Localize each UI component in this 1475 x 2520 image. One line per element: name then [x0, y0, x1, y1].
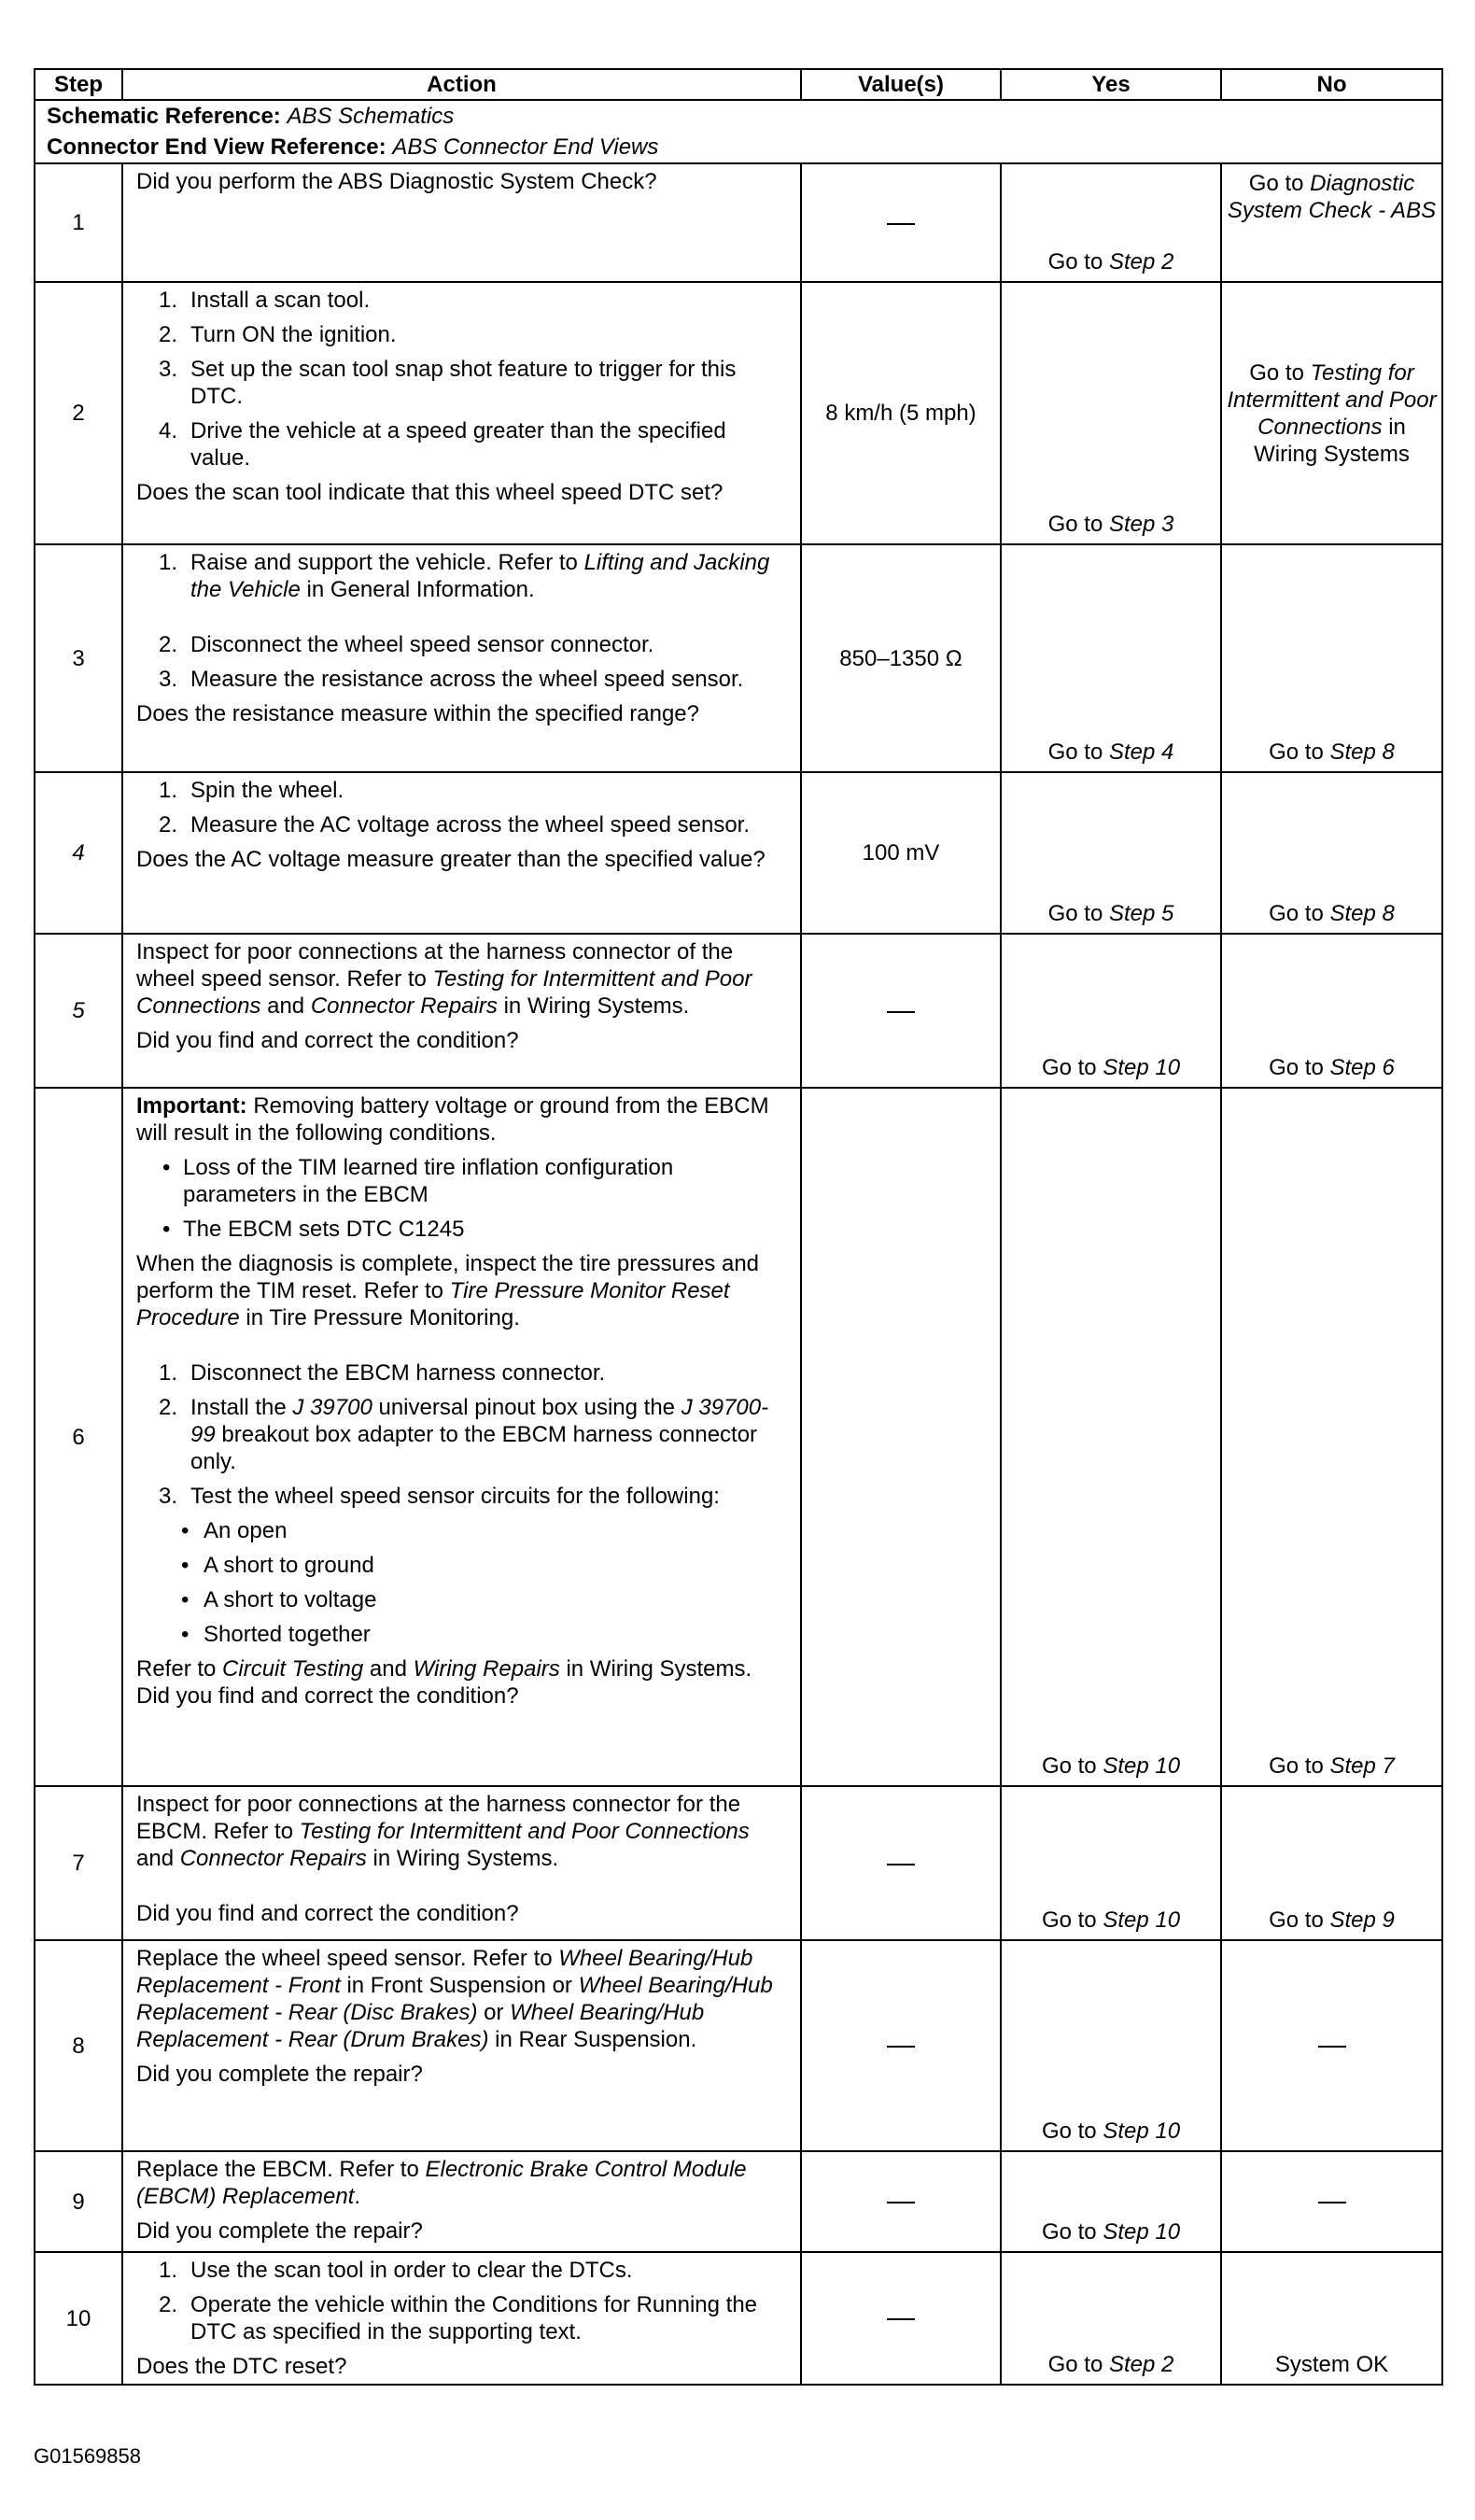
step-number: 8 [35, 1940, 122, 2151]
step-instructions [136, 777, 791, 838]
dash-value [1318, 2202, 1346, 2203]
step-value [801, 1088, 1001, 1786]
step-number: 5 [35, 934, 122, 1088]
step-yes: Go to Step 5 [1001, 772, 1221, 934]
step-row-1 [35, 163, 1442, 282]
step-value [801, 1786, 1001, 1940]
step-no: Go to Step 6 [1221, 934, 1442, 1088]
step-number: 3 [35, 544, 122, 772]
instruction: 1. Spin the wheel. [159, 778, 344, 803]
step-yes: Go to Step 10 [1001, 934, 1221, 1088]
step-instructions-cont [136, 631, 791, 693]
yes-prefix: Go to [1047, 249, 1103, 275]
step-action [122, 772, 801, 934]
step-number: 7 [35, 1786, 122, 1940]
instruction: 2. Operate the vehicle within the Conditions for Running the DTC as specified in the supporting text. [159, 2292, 758, 2344]
step-no: System OK [1221, 2252, 1442, 2385]
step-action [122, 934, 801, 1088]
step-yes: Go to Step 2 [1001, 2252, 1221, 2385]
step-no [1221, 163, 1442, 282]
step-row-10 [35, 2252, 1442, 2385]
schematic-reference-value: ABS Schematics [287, 104, 455, 129]
no-target: Diagnostic System Check - ABS [1227, 171, 1437, 223]
diagnostic-table-container [34, 68, 1441, 2386]
figure-id: G01569858 [34, 2444, 141, 2468]
dash-value [887, 1011, 915, 1013]
step-action [122, 2151, 801, 2252]
step-instructions [136, 1359, 791, 1510]
step-no: Go to Testing for Intermittent and Poor Connections in Wiring Systems [1221, 282, 1442, 544]
dash-value [887, 2318, 915, 2320]
step-value [801, 2252, 1001, 2385]
dash-value [887, 223, 915, 225]
important-note: Important: Removing battery voltage or ground from the EBCM will result in the following conditions. [136, 1093, 769, 1146]
step-value: 850–1350 Ω [801, 544, 1001, 772]
step-question: Did you perform the ABS Diagnostic System Check? [136, 169, 657, 194]
step-yes [1001, 163, 1221, 282]
connector-reference-row [35, 132, 1442, 163]
step-question: Did you complete the repair? [136, 2062, 423, 2087]
instruction: 1. Install a scan tool. [159, 288, 371, 313]
step-no: Go to Step 7 [1221, 1088, 1442, 1786]
step-question: Did you complete the repair? [136, 2218, 423, 2244]
instruction: 2. Measure the AC voltage across the wheel speed sensor. [159, 812, 751, 838]
no-prefix: Go to [1248, 171, 1304, 196]
instruction: 3. Test the wheel speed sensor circuits for the following: [159, 1484, 720, 1509]
step-text: Replace the EBCM. Refer to Electronic Brake Control Module (EBCM) Replacement. [136, 2157, 747, 2209]
dash-value [887, 2202, 915, 2203]
connector-reference-value: ABS Connector End Views [392, 134, 659, 160]
condition-item: • Loss of the TIM learned tire inflation configuration parameters in the EBCM [162, 1155, 674, 1207]
instruction: 3. Measure the resistance across the wheel speed sensor. [159, 667, 744, 692]
step-number: 2 [35, 282, 122, 544]
step-action [122, 1940, 801, 2151]
instruction: 1. Disconnect the EBCM harness connector. [159, 1360, 606, 1386]
dash-value [887, 2046, 915, 2048]
step-row-3 [35, 544, 1442, 772]
step-question: Does the DTC reset? [136, 2354, 347, 2379]
yes-target: Step 2 [1108, 249, 1174, 275]
header-no: No [1221, 69, 1442, 100]
connector-reference-label: Connector End View Reference: [47, 134, 386, 160]
step-yes: Go to Step 10 [1001, 1786, 1221, 1940]
step-number: 9 [35, 2151, 122, 2252]
step-row-5 [35, 934, 1442, 1088]
step-question: Does the AC voltage measure greater than the specified value? [136, 847, 766, 872]
step-question: Does the resistance measure within the specified range? [136, 701, 699, 726]
header-values: Value(s) [801, 69, 1001, 100]
step-number: 6 [35, 1088, 122, 1786]
step-number: 4 [35, 772, 122, 934]
step-row-7 [35, 1786, 1442, 1940]
refer-text: Refer to Circuit Testing and Wiring Repairs in Wiring Systems. [136, 1656, 752, 1682]
instruction: 1. Use the scan tool in order to clear the DTCs. [159, 2258, 633, 2283]
test-item: • A short to voltage [181, 1587, 377, 1612]
instruction: 1. Raise and support the vehicle. Refer to Lifting and Jacking the Vehicle in General Information. [159, 550, 770, 602]
step-text: Inspect for poor connections at the harness connector for the EBCM. Refer to Testing for Intermittent and Poor Connections and Connector Repairs in Wiring Systems. [136, 1792, 750, 1871]
schematic-reference-row [35, 100, 1442, 132]
schematic-reference [35, 100, 1442, 132]
header-row [35, 69, 1442, 100]
step-number: 1 [35, 163, 122, 282]
conditions-list [136, 1154, 791, 1243]
step-question: Does the scan tool indicate that this wheel speed DTC set? [136, 480, 723, 505]
instruction: 2. Disconnect the wheel speed sensor connector. [159, 632, 654, 657]
step-row-6 [35, 1088, 1442, 1786]
test-item: • Shorted together [181, 1622, 371, 1647]
step-value [801, 2151, 1001, 2252]
step-row-2 [35, 282, 1442, 544]
dash-value [887, 1864, 915, 1865]
step-value: 8 km/h (5 mph) [801, 282, 1001, 544]
step-action [122, 1088, 801, 1786]
instruction: 3. Set up the scan tool snap shot feature to trigger for this DTC. [159, 357, 737, 409]
step-instructions [136, 2257, 791, 2345]
step-action [122, 2252, 801, 2385]
step-no: Go to Step 9 [1221, 1786, 1442, 1940]
tim-reset-note: When the diagnosis is complete, inspect the tire pressures and perform the TIM reset. Refer to Tire Pressure Monitor Reset Procedure in Tire Pressure Monitoring. [136, 1251, 760, 1330]
test-item: • A short to ground [181, 1553, 374, 1578]
condition-item: • The EBCM sets DTC C1245 [162, 1217, 465, 1242]
step-yes: Go to Step 4 [1001, 544, 1221, 772]
step-no: Go to Step 8 [1221, 772, 1442, 934]
step-no [1221, 2151, 1442, 2252]
step-value [801, 1940, 1001, 2151]
step-value: 100 mV [801, 772, 1001, 934]
instruction: 2. Turn ON the ignition. [159, 322, 397, 347]
step-question: Did you find and correct the condition? [136, 1683, 519, 1709]
step-no: Go to Step 8 [1221, 544, 1442, 772]
instruction: 4. Drive the vehicle at a speed greater than the specified value. [159, 418, 726, 471]
header-yes: Yes [1001, 69, 1221, 100]
test-item: • An open [181, 1518, 288, 1543]
step-yes: Go to Step 10 [1001, 1088, 1221, 1786]
step-action [122, 282, 801, 544]
step-number: 10 [35, 2252, 122, 2385]
step-question: Did you find and correct the condition? [136, 1901, 519, 1926]
step-value [801, 934, 1001, 1088]
instruction: 2. Install the J 39700 universal pinout box using the J 39700-99 breakout box adapter to the EBCM harness connector only. [159, 1395, 769, 1474]
step-text: Inspect for poor connections at the harness connector of the wheel speed sensor. Refer to Testing for Intermittent and Poor Connections and Connector Repairs in Wiring Systems. [136, 939, 752, 1019]
connector-reference [35, 132, 1442, 163]
step-text: Replace the wheel speed sensor. Refer to Wheel Bearing/Hub Replacement - Front in Front Suspension or Wheel Bearing/Hub Replacement - Rear (Disc Brakes) or Wheel Bearing/Hub Replacement - Rear (Drum Brakes) in Rear Suspension. [136, 1946, 773, 2052]
test-list [136, 1517, 791, 1648]
header-action: Action [122, 69, 801, 100]
step-value [801, 163, 1001, 282]
step-yes: Go to Step 10 [1001, 2151, 1221, 2252]
step-yes: Go to Step 3 [1001, 282, 1221, 544]
step-row-4 [35, 772, 1442, 934]
step-action [122, 544, 801, 772]
step-no [1221, 1940, 1442, 2151]
schematic-reference-label: Schematic Reference: [47, 104, 281, 129]
diagnostic-table [34, 68, 1443, 2386]
step-row-9 [35, 2151, 1442, 2252]
step-instructions [136, 287, 791, 472]
step-question: Did you find and correct the condition? [136, 1028, 519, 1053]
step-instructions [136, 549, 791, 603]
step-action [122, 1786, 801, 1940]
step-yes: Go to Step 10 [1001, 1940, 1221, 2151]
header-step: Step [35, 69, 122, 100]
dash-value [1318, 2046, 1346, 2048]
step-row-8 [35, 1940, 1442, 2151]
step-action [122, 163, 801, 282]
